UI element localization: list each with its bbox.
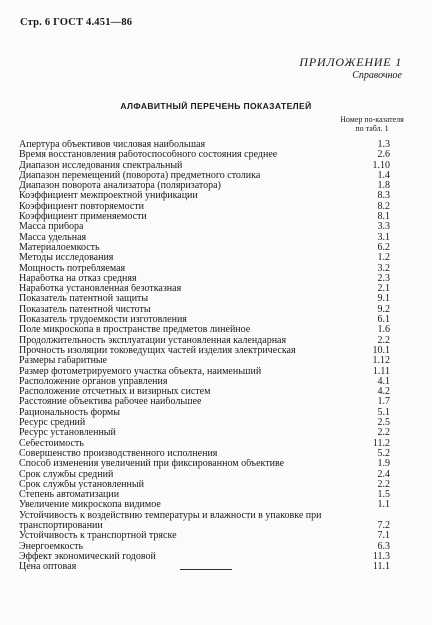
entry-label: Поле микроскопа в пространстве предметов линейное	[19, 325, 251, 336]
entries-list	[19, 140, 390, 572]
entry-label: Расположение отсчетных и визирных систем	[19, 387, 211, 398]
entry-number: 1.5	[377, 489, 390, 501]
entry-label: Ресурс средний	[19, 418, 86, 429]
list-item	[19, 243, 390, 253]
list-item	[19, 439, 390, 449]
entry-label: Материалоемкость	[19, 242, 100, 253]
list-item	[19, 264, 390, 274]
entry-number: 3.2	[377, 262, 390, 274]
entry-number: 1.9	[377, 458, 390, 470]
end-rule	[180, 569, 232, 570]
list-item	[19, 377, 390, 387]
entry-label: Наработка установленная безотказная	[19, 284, 182, 295]
list-item	[19, 171, 390, 181]
list-item	[19, 150, 390, 160]
entry-number: 1.2	[377, 252, 390, 264]
entry-number: 5.2	[377, 447, 390, 459]
entry-label: Показатель патентной защиты	[19, 294, 149, 305]
entry-number: 3.3	[377, 221, 390, 233]
list-item	[19, 387, 390, 397]
entry-label: Себестоимость	[19, 438, 84, 449]
list-item	[19, 222, 390, 232]
entry-number: 4.2	[377, 386, 390, 398]
list-item	[19, 562, 390, 572]
list-item	[19, 500, 390, 510]
entry-label: Наработка на отказ средняя	[19, 273, 137, 284]
list-item	[19, 418, 390, 428]
entry-number: 2.2	[377, 427, 390, 439]
entry-label: Диапазон исследования спектральный	[19, 160, 183, 171]
appendix-title: ПРИЛОЖЕНИЕ 1	[299, 55, 402, 69]
entry-label: Мощность потребляемая	[19, 263, 126, 274]
entry-number: 4.1	[377, 375, 390, 387]
entry-label: Коэффициент повторяемости	[19, 201, 144, 212]
list-item	[19, 315, 390, 325]
entry-label: Диапазон перемещений (поворота) предметного столика	[19, 170, 261, 181]
entry-number: 1.7	[377, 396, 390, 408]
entry-label: Увеличение микроскопа видимое	[19, 500, 161, 511]
list-item	[19, 356, 390, 366]
list-item	[19, 181, 390, 191]
page-header: Стр. 6 ГОСТ 4.451—86	[20, 17, 133, 28]
entry-label: Расстояние объектива рабочее наибольшее	[19, 397, 202, 408]
list-item	[19, 397, 390, 407]
entry-number: 1.1	[377, 499, 390, 511]
entry-number: 9.1	[377, 293, 390, 305]
list-item	[19, 511, 390, 532]
column-header: Номер по-казателя по табл. 1	[340, 115, 404, 133]
entry-number: 7.1	[377, 530, 390, 542]
entry-label: Масса удельная	[19, 232, 87, 243]
list-item	[19, 531, 390, 541]
list-item	[19, 253, 390, 263]
list-item	[19, 294, 390, 304]
entry-number: 1.3	[377, 139, 390, 150]
entry-label: Цена оптовая	[19, 562, 77, 573]
entry-number: 5.1	[377, 406, 390, 418]
appendix-subtitle: Справочное	[352, 70, 402, 81]
entry-number: 1.6	[377, 324, 390, 336]
list-item	[19, 346, 390, 356]
entry-label: Апертура объективов числовая наибольшая	[19, 140, 206, 150]
entry-label: Продолжительность эксплуатации установленная календарная	[19, 335, 287, 346]
entry-label: Время восстановления работоспособного состояния среднее	[19, 150, 278, 161]
entry-number: 6.3	[377, 540, 390, 552]
entry-number: 2.2	[377, 334, 390, 346]
list-item	[19, 459, 390, 469]
entry-number: 2.4	[377, 468, 390, 480]
entry-number: 8.1	[377, 211, 390, 223]
entry-label: Ресурс установленный	[19, 428, 116, 439]
entry-label: Срок службы установленный	[19, 479, 144, 490]
list-item	[19, 449, 390, 459]
entry-label: Устойчивость к транспортной тряске	[19, 531, 177, 542]
entry-number: 7.2	[377, 519, 390, 531]
list-item	[19, 470, 390, 480]
entry-label: Коэффициент применяемости	[19, 212, 147, 223]
list-item	[19, 212, 390, 222]
list-item	[19, 325, 390, 335]
entry-number: 6.2	[377, 241, 390, 253]
list-item	[19, 428, 390, 438]
list-item	[19, 233, 390, 243]
entry-number: 1.4	[377, 169, 390, 181]
entry-number: 2.1	[377, 283, 390, 295]
entry-number: 1.12	[372, 355, 390, 367]
entry-label: Масса прибора	[19, 222, 84, 233]
appendix-block	[299, 55, 402, 83]
entry-number: 6.1	[377, 314, 390, 326]
entry-label: Степень автоматизации	[19, 490, 120, 501]
entry-label: Размер фотометрируемого участка объекта, наименьший	[19, 366, 262, 377]
entry-label: Энергоемкость	[19, 541, 84, 552]
list-item	[19, 336, 390, 346]
entry-label: Способ изменения увеличений при фиксированном объективе	[19, 459, 285, 470]
entry-label: Совершенство производственного исполнения	[19, 448, 218, 459]
entry-number: 1.8	[377, 180, 390, 192]
entry-label: Эффект экономический годовой	[19, 551, 156, 562]
list-item	[19, 202, 390, 212]
entry-number: 2.3	[377, 272, 390, 284]
list-item	[19, 490, 390, 500]
entry-label: Показатель трудоемкости изготовления	[19, 315, 187, 326]
entry-number: 9.2	[377, 303, 390, 315]
entry-label: Диапазон поворота анализатора (поляризатора)	[19, 181, 221, 192]
entry-label: Срок службы средний	[19, 469, 114, 480]
list-item	[19, 367, 390, 377]
entry-label: Устойчивость к воздействию температуры и влажности в упаковке при транспортировании	[19, 510, 322, 531]
entry-number: 8.2	[377, 200, 390, 212]
list-item	[19, 408, 390, 418]
entry-number: 8.3	[377, 190, 390, 202]
entry-label: Прочность изоляции токоведущих частей изделия электрическая	[19, 345, 296, 356]
entry-number: 3.1	[377, 231, 390, 243]
entry-label: Рациональность формы	[19, 407, 120, 418]
entry-number: 11.3	[372, 550, 390, 562]
list-item	[19, 161, 390, 171]
entry-number: 1.10	[372, 159, 390, 171]
list-item	[19, 274, 390, 284]
list-item	[19, 542, 390, 552]
entry-number: 1.11	[372, 365, 390, 377]
entry-number: 11.2	[372, 437, 390, 449]
entry-label: Размеры габаритные	[19, 356, 108, 367]
entry-label: Методы исследования	[19, 253, 114, 264]
entry-number: 11.1	[372, 561, 390, 573]
entry-label: Коэффициент межпроектной унификации	[19, 191, 198, 202]
list-item	[19, 191, 390, 201]
entry-label: Показатель патентной чистоты	[19, 304, 151, 315]
list-item	[19, 284, 390, 294]
list-item	[19, 480, 390, 490]
list-title: АЛФАВИТНЫЙ ПЕРЕЧЕНЬ ПОКАЗАТЕЛЕЙ	[120, 101, 312, 111]
entry-label: Расположение органов управления	[19, 376, 168, 387]
entry-number: 2.5	[377, 417, 390, 429]
entry-number: 2.2	[377, 478, 390, 490]
list-item	[19, 305, 390, 315]
list-item	[19, 552, 390, 562]
list-item	[19, 140, 390, 150]
entry-number: 2.6	[377, 149, 390, 161]
entry-number: 10.1	[372, 344, 390, 356]
